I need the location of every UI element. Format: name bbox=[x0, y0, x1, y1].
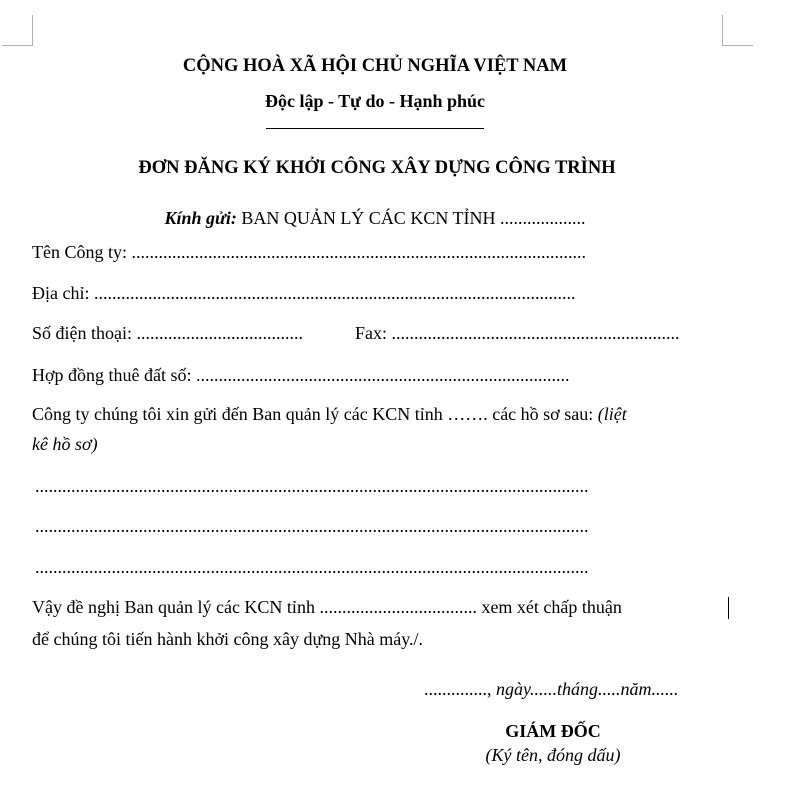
document-list-line-2[interactable]: ........................................................................................................................... bbox=[35, 516, 589, 536]
heading-divider bbox=[266, 128, 484, 129]
date-line bbox=[424, 679, 679, 700]
request-line-2: để chúng tôi tiến hành khởi công xây dựng Nhà máy./. bbox=[32, 629, 424, 649]
phone-field[interactable]: Số điện thoại: ..................................... bbox=[32, 323, 303, 343]
document-list-line-1[interactable]: ........................................................................................................................... bbox=[35, 476, 589, 496]
company-name-field[interactable]: Tên Công ty: ..................................................................................................... bbox=[32, 242, 586, 262]
land-contract-field[interactable]: Hợp đồng thuê đất số: ................................................................................... bbox=[32, 365, 570, 385]
intro-paragraph-line-1 bbox=[32, 404, 627, 425]
date-blank: ngày......tháng.....năm...... bbox=[491, 679, 679, 699]
intro-italic-note-2: kê hồ sơ) bbox=[32, 434, 98, 454]
place-blank: .............., bbox=[424, 679, 492, 699]
document-title: ĐƠN ĐĂNG KÝ KHỞI CÔNG XÂY DỰNG CÔNG TRÌNH bbox=[138, 158, 616, 178]
fax-field[interactable]: Fax: ................................................................ bbox=[355, 323, 680, 343]
recipient-label: Kính gửi: bbox=[164, 208, 237, 228]
intro-italic-note: (liệt bbox=[597, 404, 627, 424]
document-list-line-3[interactable]: ........................................................................................................................... bbox=[35, 557, 589, 577]
crop-mark-top-right bbox=[722, 15, 753, 46]
motto: Độc lập - Tự do - Hạnh phúc bbox=[264, 91, 486, 111]
signature-note: (Ký tên, đóng dấu) bbox=[485, 745, 621, 765]
recipient-line bbox=[0, 208, 750, 229]
crop-mark-top-left bbox=[2, 15, 33, 46]
signatory-title: GIÁM ĐỐC bbox=[505, 721, 601, 741]
request-line-1: Vậy đề nghị Ban quản lý các KCN tỉnh ................................... xem xét chấp thuận bbox=[32, 597, 622, 617]
address-field[interactable]: Địa chỉ: ........................................................................................................... bbox=[32, 283, 576, 303]
recipient-value: BAN QUẢN LÝ CÁC KCN TỈNH ................... bbox=[236, 208, 586, 228]
text-cursor bbox=[728, 597, 729, 619]
country-heading: CỘNG HOÀ XÃ HỘI CHỦ NGHĨA VIỆT NAM bbox=[182, 56, 568, 76]
intro-text: Công ty chúng tôi xin gửi đến Ban quản lý các KCN tỉnh ……. các hồ sơ sau: bbox=[32, 404, 598, 424]
